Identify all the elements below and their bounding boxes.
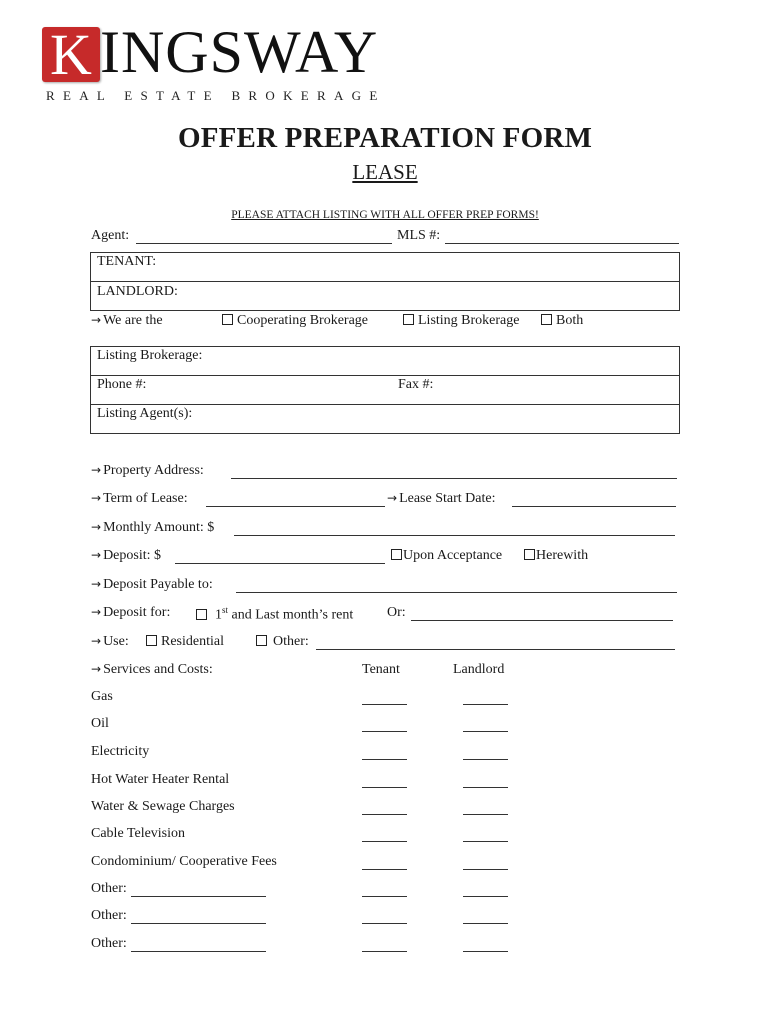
service-landlord-field[interactable] [463, 731, 508, 732]
listing-brokerage-option[interactable] [403, 313, 519, 329]
deposit-label: → Deposit: $ [91, 548, 162, 563]
both-option[interactable] [541, 313, 583, 329]
arrow-right-icon: → [91, 313, 102, 327]
service-other-field[interactable] [131, 923, 266, 924]
service-item-label: Water & Sewage Charges [91, 799, 235, 814]
agent-label: Agent: [91, 228, 130, 243]
residential-option[interactable]: Residential [146, 634, 224, 650]
mls-label: MLS #: [397, 228, 441, 243]
service-item-label: Gas [91, 689, 113, 704]
service-item-label: Oil [91, 716, 109, 731]
logo-wordmark: INGSWAY [100, 19, 379, 85]
deposit-payable-label: → Deposit Payable to: [91, 577, 213, 592]
listing-divider-2 [91, 404, 679, 405]
deposit-or-label: Or: [387, 605, 406, 620]
herewith-option[interactable]: Herewith [524, 548, 588, 564]
arrow-right-icon: → [91, 605, 102, 619]
deposit-or-field[interactable] [411, 620, 673, 621]
service-other-field[interactable] [131, 951, 266, 952]
service-tenant-field[interactable] [362, 869, 407, 870]
service-landlord-field[interactable] [463, 787, 508, 788]
lease-start-field[interactable] [512, 506, 676, 507]
form-subtitle: LEASE [352, 160, 418, 184]
service-landlord-field[interactable] [463, 841, 508, 842]
services-col-tenant: Tenant [362, 662, 400, 677]
service-landlord-field[interactable] [463, 923, 508, 924]
arrow-right-icon: → [91, 491, 102, 505]
service-item-label: Hot Water Heater Rental [91, 772, 230, 787]
arrow-right-icon: → [387, 491, 398, 505]
checkbox-icon[interactable] [146, 635, 157, 646]
checkbox-icon[interactable] [222, 314, 233, 325]
service-landlord-field[interactable] [463, 869, 508, 870]
service-tenant-field[interactable] [362, 814, 407, 815]
cooperating-brokerage-label: Cooperating Brokerage [237, 313, 369, 328]
tenant-field[interactable]: TENANT: [97, 254, 157, 269]
first-last-option[interactable]: 1st and Last month’s rent [196, 605, 353, 624]
lease-start-label: → Lease Start Date: [387, 491, 496, 506]
service-tenant-field[interactable] [362, 759, 407, 760]
service-item-label: Other: [91, 936, 127, 951]
deposit-for-label: → Deposit for: [91, 605, 171, 620]
checkbox-icon[interactable] [541, 314, 552, 325]
we-are-row [91, 313, 163, 329]
service-tenant-field[interactable] [362, 841, 407, 842]
checkbox-icon[interactable] [403, 314, 414, 325]
term-of-lease-field[interactable] [206, 506, 385, 507]
logo-k-mark: K [42, 27, 100, 82]
service-tenant-field[interactable] [362, 787, 407, 788]
service-item-label: Electricity [91, 744, 150, 759]
service-landlord-field[interactable] [463, 896, 508, 897]
parties-divider [91, 281, 679, 282]
listing-brokerage-field[interactable]: Listing Brokerage: [97, 348, 203, 363]
we-are-label: We are the [103, 313, 163, 328]
service-landlord-field[interactable] [463, 951, 508, 952]
parties-box [90, 252, 680, 311]
services-col-landlord: Landlord [453, 662, 505, 677]
arrow-right-icon: → [91, 520, 102, 534]
term-of-lease-label: → Term of Lease: [91, 491, 188, 506]
form-title: OFFER PREPARATION FORM [177, 122, 593, 154]
arrow-right-icon: → [91, 634, 102, 648]
upon-acceptance-option[interactable]: Upon Acceptance [391, 548, 502, 564]
checkbox-icon[interactable] [524, 549, 535, 560]
use-other-option[interactable]: Other: [256, 634, 309, 650]
monthly-amount-field[interactable] [234, 535, 675, 536]
service-tenant-field[interactable] [362, 896, 407, 897]
service-other-field[interactable] [131, 896, 266, 897]
service-item-label: Other: [91, 908, 127, 923]
use-other-field[interactable] [316, 649, 675, 650]
checkbox-icon[interactable] [391, 549, 402, 560]
property-address-label: → Property Address: [91, 463, 204, 478]
service-item-label: Other: [91, 881, 127, 896]
fax-field[interactable]: Fax #: [398, 377, 434, 392]
both-label: Both [556, 313, 584, 328]
logo-tagline: REAL ESTATE BROKERAGE [46, 88, 386, 103]
listing-divider-1 [91, 375, 679, 376]
cooperating-brokerage-option[interactable] [222, 313, 368, 329]
mls-field[interactable] [445, 243, 679, 244]
arrow-right-icon: → [91, 577, 102, 591]
deposit-payable-field[interactable] [236, 592, 677, 593]
service-landlord-field[interactable] [463, 759, 508, 760]
service-item-label: Condominium/ Cooperative Fees [91, 854, 277, 869]
services-label: → Services and Costs: [91, 662, 213, 677]
service-tenant-field[interactable] [362, 923, 407, 924]
monthly-amount-label: → Monthly Amount: $ [91, 520, 215, 535]
listing-brokerage-label: Listing Brokerage [418, 313, 520, 328]
phone-field[interactable]: Phone #: [97, 377, 147, 392]
landlord-field[interactable]: LANDLORD: [97, 284, 178, 299]
deposit-field[interactable] [175, 563, 385, 564]
service-tenant-field[interactable] [362, 951, 407, 952]
service-landlord-field[interactable] [463, 704, 508, 705]
arrow-right-icon: → [91, 548, 102, 562]
listing-agents-field[interactable]: Listing Agent(s): [97, 406, 193, 421]
attach-note: PLEASE ATTACH LISTING WITH ALL OFFER PREP FORMS! [231, 209, 539, 221]
service-tenant-field[interactable] [362, 704, 407, 705]
service-tenant-field[interactable] [362, 731, 407, 732]
checkbox-icon[interactable] [256, 635, 267, 646]
property-address-field[interactable] [231, 478, 677, 479]
agent-field[interactable] [136, 243, 392, 244]
checkbox-icon[interactable] [196, 609, 207, 620]
arrow-right-icon: → [91, 662, 102, 676]
use-label: → Use: [91, 634, 129, 649]
arrow-right-icon: → [91, 463, 102, 477]
service-landlord-field[interactable] [463, 814, 508, 815]
service-item-label: Cable Television [91, 826, 186, 841]
